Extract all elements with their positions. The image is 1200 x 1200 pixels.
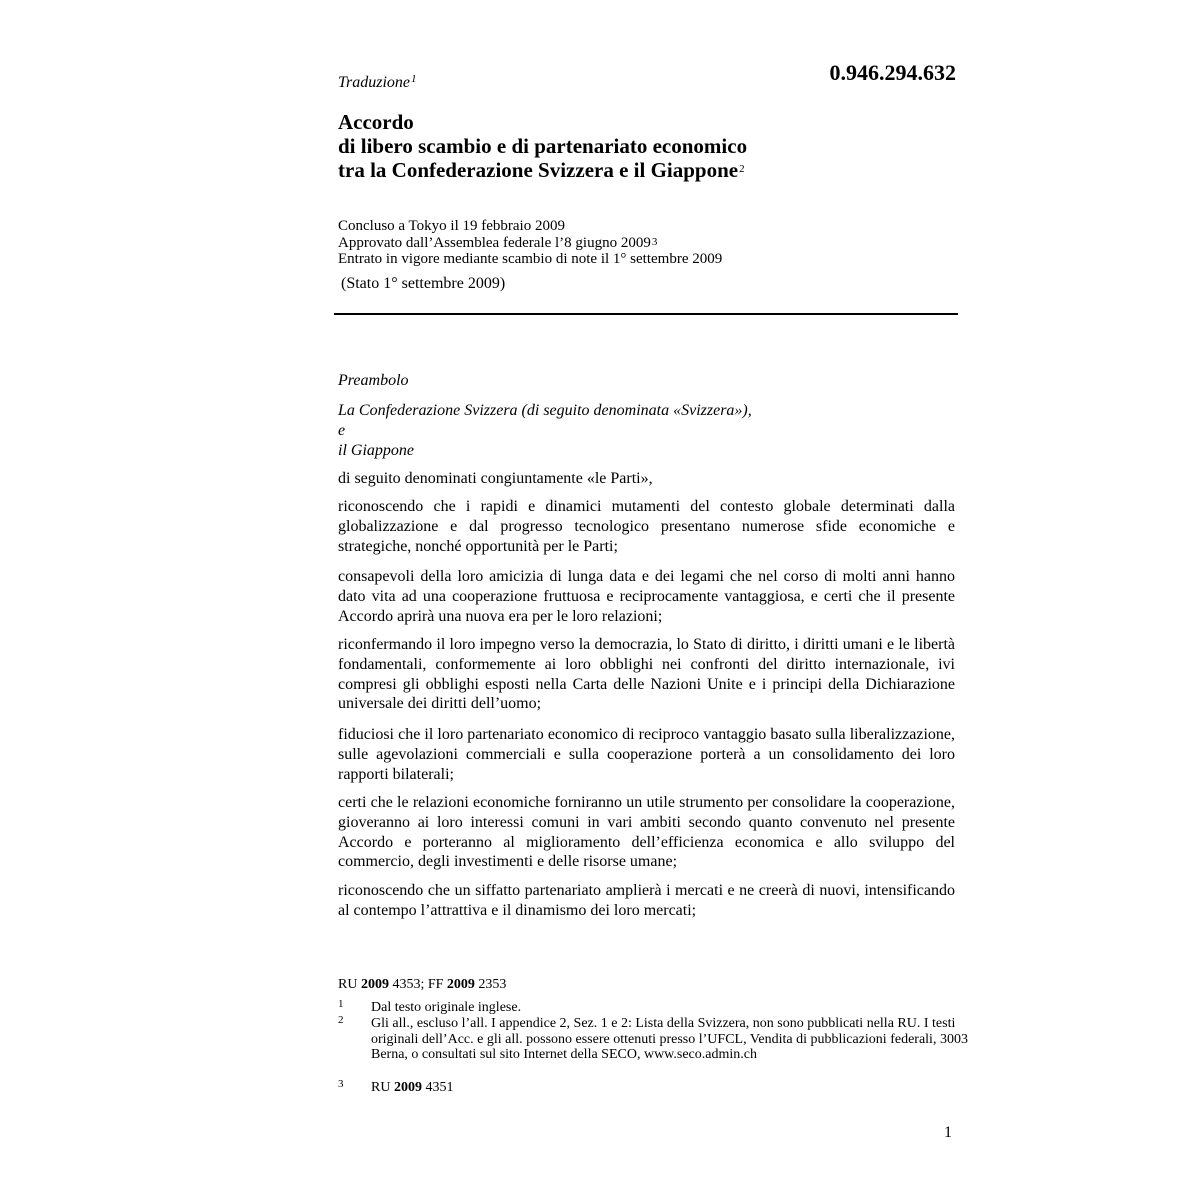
translation-label (338, 74, 417, 92)
footnote-number: 3 (338, 1078, 344, 1090)
ru-label: RU (338, 977, 358, 992)
fn3-ru-label: RU (371, 1080, 391, 1095)
footnote-number: 2 (338, 1014, 344, 1026)
preamble-paragraph: di seguito denominati congiuntamente «le Parti», (338, 470, 653, 487)
parties-block (338, 401, 752, 461)
preamble-paragraph: certi che le relazioni economiche forniranno un utile strumento per consolidare la cooperazione, gioveranno ai loro interessi comuni in vari ambiti secondo quanto convenuto nel presente Accordo e porteranno al miglioramento dell’efficienza economica e allo sviluppo del commercio, degli investimenti e delle risorse umane; (338, 794, 955, 871)
footnote-text: Gli all., escluso l’all. I appendice 2, Sez. 1 e 2: Lista della Svizzera, non sono pubblicati nella RU. I testi originali dell’Acc. e gli all. possono essere ottenuti presso l’UFCL, Vendita di pubblicazioni federali, 3003 Berna, o consultati sul sito Internet della SECO, www.seco.admin.ch (371, 1016, 968, 1062)
official-reference (338, 977, 506, 993)
fn3-page: 4351 (425, 1080, 454, 1095)
preamble-paragraph: riconfermando il loro impegno verso la democrazia, lo Stato di diritto, i diritti umani e le libertà fondamentali, conformemente ai loro obblighi nei confronti del diritto internazionale, ivi compresi gli obblighi esposti nella Carta delle Nazioni Unite e i principi della Dichiarazione universale dei diritti dell’uomo; (338, 636, 955, 713)
sr-number: 0.946.294.632 (829, 60, 956, 85)
footnote-ref-3[interactable]: 3 (651, 235, 658, 248)
title-line-3 (338, 158, 747, 182)
footnote-number: 1 (338, 998, 344, 1010)
meta-approved-text: Approvato dall’Assemblea federale l’8 giugno 2009 (338, 234, 651, 251)
party-2: il Giappone (338, 442, 414, 459)
preamble-paragraph: consapevoli della loro amicizia di lunga data e dei legami che nel corso di molti anni hanno dato vita ad una cooperazione fruttuosa e reciprocamente vantaggiosa, e certi che il presente Accordo aprirà una nuova era per le loro relazioni; (338, 568, 955, 625)
preamble-paragraph: fiduciosi che il loro partenariato economico di reciproco vantaggio basato sulla liberalizzazione, sulle agevolazioni commerciali e sulla cooperazione porterà a un consolidamento dei loro rapporti bilaterali; (338, 726, 955, 783)
document-meta (338, 218, 722, 268)
footnote-text: Dal testo originale inglese. (371, 1000, 522, 1015)
meta-entry: Entrato in vigore mediante scambio di note il 1° settembre 2009 (338, 251, 723, 267)
footnote-ref-2[interactable]: 2 (739, 163, 745, 175)
title-line-2: di libero scambio e di partenariato economico (338, 134, 748, 158)
translation-text: Traduzione (338, 74, 411, 91)
footnote-text (371, 1080, 981, 1096)
preamble-paragraph: riconoscendo che un siffatto partenariato amplierà i mercati e ne creerà di nuovi, intensificando al contempo l’attrattiva e il dinamismo dei loro mercati; (338, 882, 955, 919)
party-1: La Confederazione Svizzera (di seguito denominata «Svizzera»), (338, 402, 752, 419)
ff-page: 2353 (478, 977, 507, 992)
ru-year: 2009 (360, 977, 389, 992)
ff-year: 2009 (446, 977, 475, 992)
document-title (338, 110, 747, 182)
title-line-1: Accordo (338, 110, 414, 134)
header-divider (334, 313, 958, 315)
page-number: 1 (944, 1124, 952, 1141)
meta-concluded: Concluso a Tokyo il 19 febbraio 2009 (338, 218, 565, 234)
preamble-paragraph: riconoscendo che i rapidi e dinamici mutamenti del contesto globale determinati dalla globalizzazione e dal progresso tecnologico presentano numerose sfide economiche e strategiche, nonché opportunità per le Parti; (338, 498, 955, 555)
fn3-year: 2009 (393, 1080, 422, 1095)
party-conjunction: e (338, 422, 346, 439)
preamble-title: Preambolo (338, 372, 409, 389)
status-date: (Stato 1° settembre 2009) (341, 275, 506, 292)
title-line-3-text: tra la Confederazione Svizzera e il Giappone (338, 158, 739, 182)
meta-approved (338, 235, 722, 252)
footnote-ref-1[interactable]: 1 (411, 73, 417, 85)
ru-page: 4353; FF (392, 977, 444, 992)
